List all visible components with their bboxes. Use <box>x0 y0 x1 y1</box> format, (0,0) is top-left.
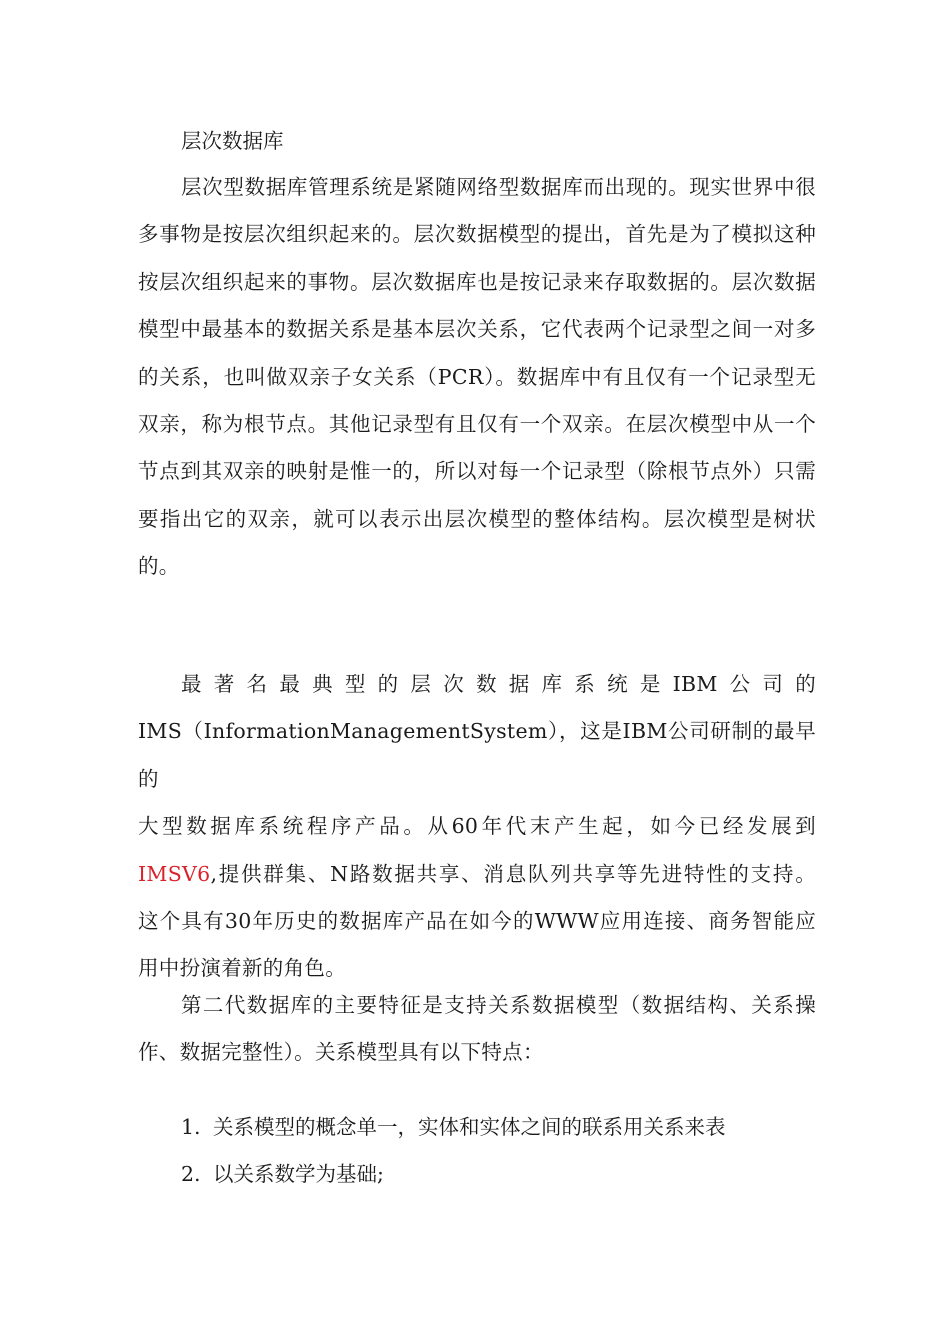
section-heading: 层次数据库 <box>181 129 284 153</box>
paragraph-ims-line-3: 大型数据库系统程序产品。从60年代末产生起，如今已经发展到 <box>138 814 816 839</box>
feature-list <box>181 1104 726 1198</box>
paragraph-ims-line-5: 这个具有30年历史的数据库产品在如今的WWW应用连接、商务智能应 <box>138 909 816 934</box>
list-item-text: 关系模型的概念单一，实体和实体之间的联系用关系来表 <box>213 1115 726 1139</box>
paragraph-hierarchical-db: 层次型数据库管理系统是紧随网络型数据库而出现的。现实世界中很多事物是按层次组织起来的。层次数据模型的提出，首先是为了模拟这种按层次组织起来的事物。层次数据库也是按记录来存取数据的。层次数据模型中最基本的数据关系是基本层次关系，它代表两个记录型之间一对多的关系，也叫做双亲子女关系（PCR）。数据库中有且仅有一个记录型无双亲，称为根节点。其他记录型有且仅有一个双亲。在层次模型中从一个节点到其双亲的映射是惟一的，所以对每一个记录型（除根节点外）只需要指出它的双亲，就可以表示出层次模型的整体结构。层次模型是树状的。 <box>138 175 816 579</box>
paragraph-ims-line-2: IMS（InformationManagementSystem），这是IBM公司研制的最早的 <box>138 719 816 791</box>
highlighted-version: IMSV6 <box>138 861 211 886</box>
paragraph-ims <box>138 661 816 993</box>
paragraph-ims-line-1: 最著名最典型的层次数据库系统是IBM公司的 <box>181 672 816 696</box>
paragraph-ims-line-4-rest: ,提供群集、N路数据共享、消息队列共享等先进特性的支持。 <box>210 861 816 886</box>
list-item-number: 2. <box>181 1162 201 1186</box>
paragraph-second-generation: 第二代数据库的主要特征是支持关系数据模型（数据结构、关系操作、数据完整性）。关系模型具有以下特点： <box>138 993 816 1065</box>
list-item-number: 1. <box>181 1115 201 1139</box>
paragraph-ims-line-6: 用中扮演着新的角色。 <box>138 956 346 981</box>
paragraph-ims-line-4 <box>138 851 816 898</box>
list-item <box>181 1151 726 1198</box>
list-item <box>181 1104 726 1151</box>
list-item-text: 以关系数学为基础; <box>213 1162 384 1186</box>
